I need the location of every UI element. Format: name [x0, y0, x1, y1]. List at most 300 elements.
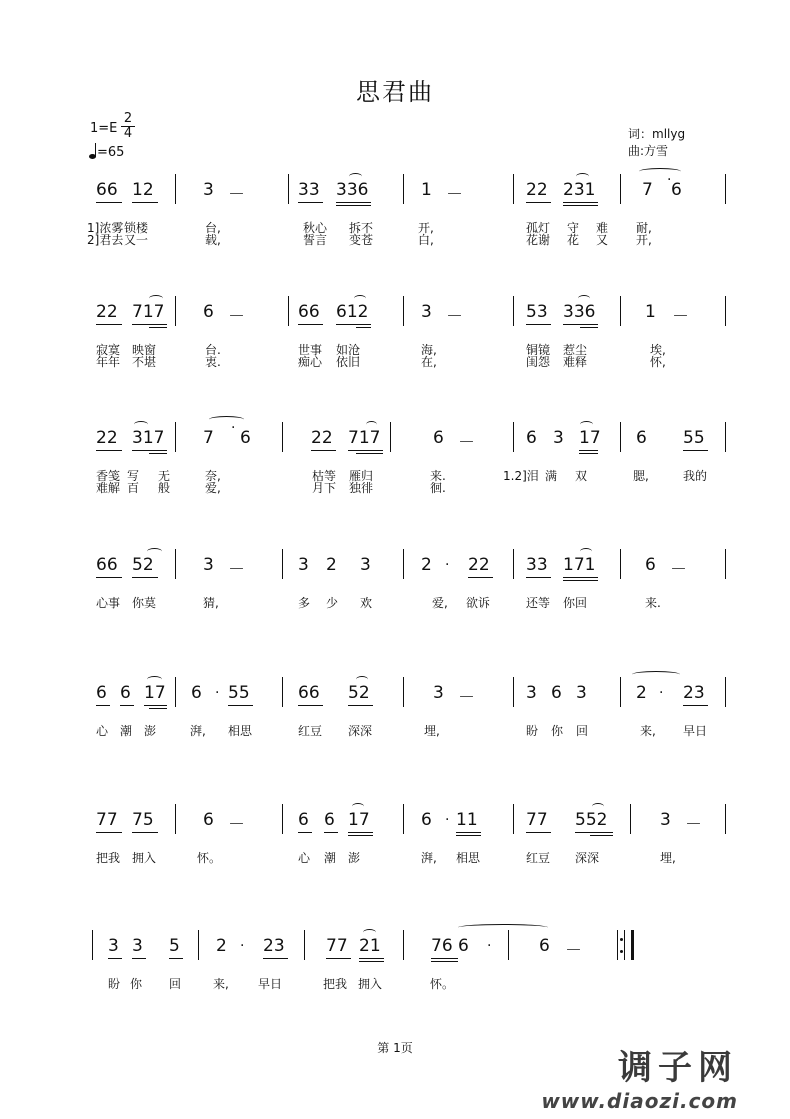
lyric-syllable: 在,	[421, 355, 437, 369]
beam-line	[575, 832, 613, 833]
lyric-syllable: 怀。	[197, 851, 222, 865]
staff-row	[0, 172, 790, 250]
repeat-bar	[624, 930, 625, 960]
lyric-syllable: 相思	[228, 724, 253, 738]
lyric-syllable: 香笺	[96, 469, 121, 483]
beam-line	[96, 450, 122, 451]
beam-line	[563, 324, 598, 325]
note-group: 6	[645, 555, 656, 575]
lyric-syllable: 独徘	[349, 481, 374, 495]
note-group: －	[458, 433, 475, 453]
lyric-syllable: 铜镜	[526, 343, 551, 357]
lyric-syllable: 寂寞	[96, 343, 121, 357]
note-group: 552	[575, 810, 608, 830]
lyric-syllable: 澎	[348, 851, 361, 865]
lyric-syllable: 闺怨	[526, 355, 551, 369]
note-group: 6	[433, 428, 444, 448]
note-group: 76	[431, 936, 453, 956]
slur	[366, 421, 377, 428]
augmentation-dot: ·	[445, 812, 450, 828]
note-group: 22	[96, 302, 118, 322]
bar-line	[617, 930, 618, 960]
lyric-syllable: 爱,	[432, 596, 448, 610]
beam-line-2	[336, 205, 371, 206]
staff-row	[0, 936, 790, 1006]
lyric-syllable: 惹尘	[563, 343, 588, 357]
slur	[149, 295, 163, 302]
lyric-syllable: 回	[576, 724, 589, 738]
lyric-syllable: 台,	[205, 221, 221, 235]
beam-line	[326, 958, 351, 959]
slur	[363, 929, 376, 936]
bar-line	[282, 804, 283, 834]
beam-line	[96, 577, 122, 578]
bar-line	[513, 296, 514, 326]
lyric-syllable: 白,	[418, 233, 434, 247]
repeat-dot	[620, 950, 623, 953]
lyric-syllable: 百	[127, 481, 140, 495]
bar-line	[513, 677, 514, 707]
lyric-syllable: 还等	[526, 596, 551, 610]
lyric-syllable: 台.	[205, 343, 221, 357]
time-signature	[121, 112, 135, 141]
note-group: 77	[526, 810, 548, 830]
note-group: 17	[348, 810, 370, 830]
beam-line-2	[359, 961, 384, 962]
watermark-url: www.diaozi.com	[541, 1089, 738, 1113]
bar-line	[198, 930, 199, 960]
lyric-syllable: 爱,	[205, 481, 221, 495]
note-group: 231	[563, 180, 596, 200]
beam-line	[132, 324, 167, 325]
tempo-value: =65	[97, 145, 125, 160]
slur	[209, 416, 244, 423]
lyric-syllable: 徊.	[430, 481, 446, 495]
note-group: 3	[298, 555, 309, 575]
time-signature-top: 2	[123, 111, 133, 126]
beam-line	[298, 324, 323, 325]
lyric-syllable: 盼	[108, 977, 121, 991]
lyric-syllable: 来,	[213, 977, 229, 991]
beam-line	[431, 958, 458, 959]
note-group: 6	[421, 810, 432, 830]
lyric-syllable: 埋,	[424, 724, 440, 738]
quarter-note-icon	[89, 143, 97, 159]
note-group: 6	[203, 810, 214, 830]
lyric-syllable: 守	[567, 221, 580, 235]
bar-line	[513, 804, 514, 834]
lyric-syllable: 拥入	[358, 977, 383, 991]
note-group: 6	[324, 810, 335, 830]
note-group: 171	[563, 555, 596, 575]
beam-line	[563, 577, 598, 578]
note-group: 17	[144, 683, 166, 703]
lyric-syllable: 开,	[418, 221, 434, 235]
lyric-syllable: 秋心	[303, 221, 328, 235]
lyric-syllable: 花谢	[526, 233, 551, 247]
augmentation-dot: ·	[487, 938, 492, 954]
beam-line	[683, 705, 708, 706]
slur	[578, 295, 590, 302]
beam-line-2	[149, 453, 167, 454]
lyric-syllable: 2]君去	[87, 233, 124, 247]
lyric-syllable: 枯等	[312, 469, 337, 483]
note-group: 6	[191, 683, 202, 703]
note-group: 52	[348, 683, 370, 703]
note-group: 66	[298, 683, 320, 703]
note-group: 317	[132, 428, 165, 448]
lyric-syllable: 载,	[205, 233, 221, 247]
note-group: 7	[203, 428, 214, 448]
slur	[349, 173, 362, 180]
lyric-syllable: 盼	[526, 724, 539, 738]
bar-line	[92, 930, 93, 960]
lyric-syllable: 奈,	[205, 469, 221, 483]
bar-line	[175, 677, 176, 707]
tempo-marking	[89, 143, 124, 160]
augmentation-dot: ·	[445, 557, 450, 573]
bar-line	[175, 296, 176, 326]
beam-line	[144, 705, 167, 706]
bar-line	[403, 930, 404, 960]
lyric-syllable: 海,	[421, 343, 437, 357]
beam-line	[468, 577, 493, 578]
note-group: 53	[526, 302, 548, 322]
lyric-syllable: 红豆	[526, 851, 551, 865]
beam-line-2	[356, 327, 371, 328]
bar-line	[725, 174, 726, 204]
note-group: 717	[132, 302, 165, 322]
beam-line	[228, 705, 253, 706]
note-group: 22	[526, 180, 548, 200]
lyric-syllable: 又	[596, 233, 609, 247]
beam-line	[298, 832, 312, 833]
lyric-syllable: 年年	[96, 355, 121, 369]
beam-line	[526, 577, 551, 578]
note-group: 66	[96, 180, 118, 200]
beam-line	[96, 202, 122, 203]
slur	[458, 924, 548, 931]
lyric-syllable: 依旧	[336, 355, 361, 369]
beam-line	[359, 958, 384, 959]
beam-line-2	[563, 580, 598, 581]
note-group: 77	[96, 810, 118, 830]
lyric-syllable: 1.2]泪	[503, 469, 539, 483]
note-group: 336	[336, 180, 369, 200]
beam-line	[132, 958, 146, 959]
slur	[354, 295, 366, 302]
augmentation-dot: ·	[667, 172, 672, 188]
lyric-syllable: 埃,	[650, 343, 666, 357]
beam-line-2	[149, 327, 167, 328]
note-group: 3	[660, 810, 671, 830]
beam-line	[456, 832, 481, 833]
beam-line-2	[356, 453, 383, 454]
page-number: 第 1页	[377, 1041, 413, 1055]
beam-line-2	[348, 835, 373, 836]
lyric-syllable: 把我	[323, 977, 348, 991]
lyric-syllable: 相思	[456, 851, 481, 865]
note-group: 6	[636, 428, 647, 448]
beam-line	[579, 450, 598, 451]
beam-line	[96, 324, 122, 325]
lyric-syllable: 回	[169, 977, 182, 991]
note-group: 23	[683, 683, 705, 703]
note-group: －	[228, 560, 245, 580]
bar-line	[304, 930, 305, 960]
lyric-syllable: 难释	[563, 355, 588, 369]
lyric-syllable: 世事	[298, 343, 323, 357]
lyric-syllable: 你莫	[132, 596, 157, 610]
staff-row	[0, 683, 790, 753]
beam-line	[563, 202, 598, 203]
lyric-syllable: 早日	[258, 977, 283, 991]
note-group: 12	[132, 180, 154, 200]
beam-line	[263, 958, 288, 959]
note-group: 52	[132, 555, 154, 575]
credits	[628, 126, 685, 160]
bar-line	[175, 422, 176, 452]
note-group: 3	[553, 428, 564, 448]
bar-line	[175, 174, 176, 204]
note-group: －	[228, 815, 245, 835]
note-group: －	[670, 560, 687, 580]
note-group: －	[458, 688, 475, 708]
note-group: －	[446, 185, 463, 205]
slur	[147, 676, 162, 683]
beam-line-2	[590, 835, 613, 836]
bar-line	[403, 549, 404, 579]
augmentation-dot: ·	[215, 685, 220, 701]
bar-line	[725, 804, 726, 834]
note-group: 66	[298, 302, 320, 322]
note-group: －	[672, 307, 689, 327]
bar-line	[175, 804, 176, 834]
lyric-syllable: 不堪	[132, 355, 157, 369]
lyric-syllable: 把我	[96, 851, 121, 865]
note-group: 6	[671, 180, 682, 200]
staff-row	[0, 810, 790, 880]
lyric-syllable: 欲诉	[466, 596, 491, 610]
lyric-syllable: 写	[127, 469, 140, 483]
lyric-syllable: 你	[130, 977, 143, 991]
lyric-syllable: 埋,	[660, 851, 676, 865]
lyric-syllable: 心	[96, 724, 109, 738]
bar-line	[282, 422, 283, 452]
note-group: 3	[576, 683, 587, 703]
lyric-syllable: 我的	[683, 469, 708, 483]
bar-line	[390, 422, 391, 452]
lyric-syllable: 满	[545, 469, 558, 483]
bar-line	[288, 296, 289, 326]
slur	[356, 676, 368, 683]
key-signature: 1=E	[90, 121, 118, 136]
note-group: 3	[526, 683, 537, 703]
repeat-bar	[631, 930, 634, 960]
beam-line-2	[563, 205, 598, 206]
repeat-dot	[620, 938, 623, 941]
note-group: 21	[359, 936, 381, 956]
note-group: 5	[169, 936, 180, 956]
slur	[580, 421, 593, 428]
note-group: 23	[263, 936, 285, 956]
note-group: 22	[96, 428, 118, 448]
bar-line	[620, 422, 621, 452]
note-group: 1	[421, 180, 432, 200]
lyric-syllable: 般	[158, 481, 171, 495]
beam-line-2	[456, 835, 481, 836]
lyric-syllable: 映窗	[132, 343, 157, 357]
beam-line-2	[580, 327, 598, 328]
lyric-syllable: 开,	[636, 233, 652, 247]
note-group: －	[228, 185, 245, 205]
bar-line	[288, 174, 289, 204]
bar-line	[508, 930, 509, 960]
lyric-syllable: 拆不	[349, 221, 374, 235]
beam-line	[348, 450, 383, 451]
lyric-syllable: 你回	[563, 596, 588, 610]
lyric-syllable: 变苍	[349, 233, 374, 247]
note-group: 22	[468, 555, 490, 575]
bar-line	[620, 677, 621, 707]
beam-line	[348, 832, 373, 833]
lyric-syllable: 1]浓雾	[87, 221, 124, 235]
bar-line	[620, 296, 621, 326]
composer-credit: 曲:方雪	[628, 144, 669, 158]
beam-line	[526, 202, 551, 203]
beam-line	[683, 450, 708, 451]
staff-row	[0, 555, 790, 625]
note-group: 66	[96, 555, 118, 575]
note-group: 6	[240, 428, 251, 448]
lyric-syllable: 湃,	[421, 851, 437, 865]
note-group: 6	[539, 936, 550, 956]
lyric-syllable: 早日	[683, 724, 708, 738]
beam-line	[526, 324, 551, 325]
lyric-syllable: 雁归	[349, 469, 374, 483]
beam-line	[96, 832, 122, 833]
note-group: 17	[579, 428, 601, 448]
lyric-syllable: 难	[596, 221, 609, 235]
beam-line-2	[431, 961, 458, 962]
beam-line	[120, 705, 134, 706]
beam-line	[108, 958, 122, 959]
lyric-syllable: 腮,	[633, 469, 649, 483]
lyric-syllable: 湃,	[190, 724, 206, 738]
beam-line	[132, 202, 158, 203]
time-signature-bottom: 4	[121, 126, 135, 141]
augmentation-dot: ·	[240, 938, 245, 954]
note-group: 6	[526, 428, 537, 448]
lyric-syllable: 潮	[120, 724, 133, 738]
lyric-syllable: 心	[298, 851, 311, 865]
beam-line	[324, 832, 338, 833]
note-group: 2	[636, 683, 647, 703]
watermark	[541, 1040, 738, 1113]
bar-line	[282, 549, 283, 579]
lyric-syllable: 锁楼	[124, 221, 149, 235]
lyric-syllable: 誓言	[303, 233, 328, 247]
lyric-syllable: 难解	[96, 481, 121, 495]
note-group: －	[228, 307, 245, 327]
lyric-syllable: 欢	[360, 596, 373, 610]
lyric-syllable: 怀,	[650, 355, 666, 369]
note-group: 7	[642, 180, 653, 200]
lyric-syllable: 来.	[645, 596, 661, 610]
note-group: －	[446, 307, 463, 327]
note-group: 6	[458, 936, 469, 956]
bar-line	[725, 422, 726, 452]
bar-line	[725, 296, 726, 326]
staff-row	[0, 420, 790, 498]
beam-line	[336, 202, 371, 203]
note-group: 6	[551, 683, 562, 703]
note-group: 6	[298, 810, 309, 830]
lyric-syllable: 少	[326, 596, 339, 610]
beam-line	[298, 202, 323, 203]
lyric-syllable: 你	[551, 724, 564, 738]
staff-row	[0, 302, 790, 372]
note-group: 612	[336, 302, 369, 322]
beam-line	[348, 705, 373, 706]
beam-line	[298, 705, 323, 706]
slur	[147, 548, 162, 555]
lyric-syllable: 如沧	[336, 343, 361, 357]
bar-line	[630, 804, 631, 834]
lyric-syllable: 无	[158, 469, 171, 483]
bar-line	[403, 174, 404, 204]
note-group: 3	[421, 302, 432, 322]
note-group: 22	[311, 428, 333, 448]
lyric-syllable: 心事	[96, 596, 121, 610]
note-group: 3	[360, 555, 371, 575]
bar-line	[725, 549, 726, 579]
lyric-syllable: 又一	[124, 233, 149, 247]
note-group: 2	[326, 555, 337, 575]
beam-line	[311, 450, 336, 451]
note-group: 3	[203, 180, 214, 200]
bar-line	[403, 677, 404, 707]
bar-line	[513, 549, 514, 579]
bar-line	[513, 174, 514, 204]
lyric-syllable: 多	[298, 596, 311, 610]
beam-line	[169, 958, 183, 959]
note-group: 3	[203, 555, 214, 575]
note-group: 33	[526, 555, 548, 575]
bar-line	[620, 549, 621, 579]
note-group: 717	[348, 428, 381, 448]
bar-line	[403, 804, 404, 834]
bar-line	[620, 174, 621, 204]
beam-line	[132, 832, 158, 833]
lyric-syllable: 痴心	[298, 355, 323, 369]
note-group: 6	[96, 683, 107, 703]
augmentation-dot: ·	[659, 685, 664, 701]
augmentation-dot: ·	[231, 420, 236, 436]
bar-line	[725, 677, 726, 707]
note-group: 1	[645, 302, 656, 322]
note-group: 336	[563, 302, 596, 322]
lyric-syllable: 拥入	[132, 851, 157, 865]
note-group: 75	[132, 810, 154, 830]
note-group: 3	[132, 936, 143, 956]
lyric-syllable: 深深	[575, 851, 600, 865]
lyric-syllable: 怀。	[430, 977, 455, 991]
note-group: 77	[326, 936, 348, 956]
lyric-syllable: 猜,	[203, 596, 219, 610]
lyric-syllable: 衷.	[205, 355, 221, 369]
lyric-syllable: 孤灯	[526, 221, 551, 235]
